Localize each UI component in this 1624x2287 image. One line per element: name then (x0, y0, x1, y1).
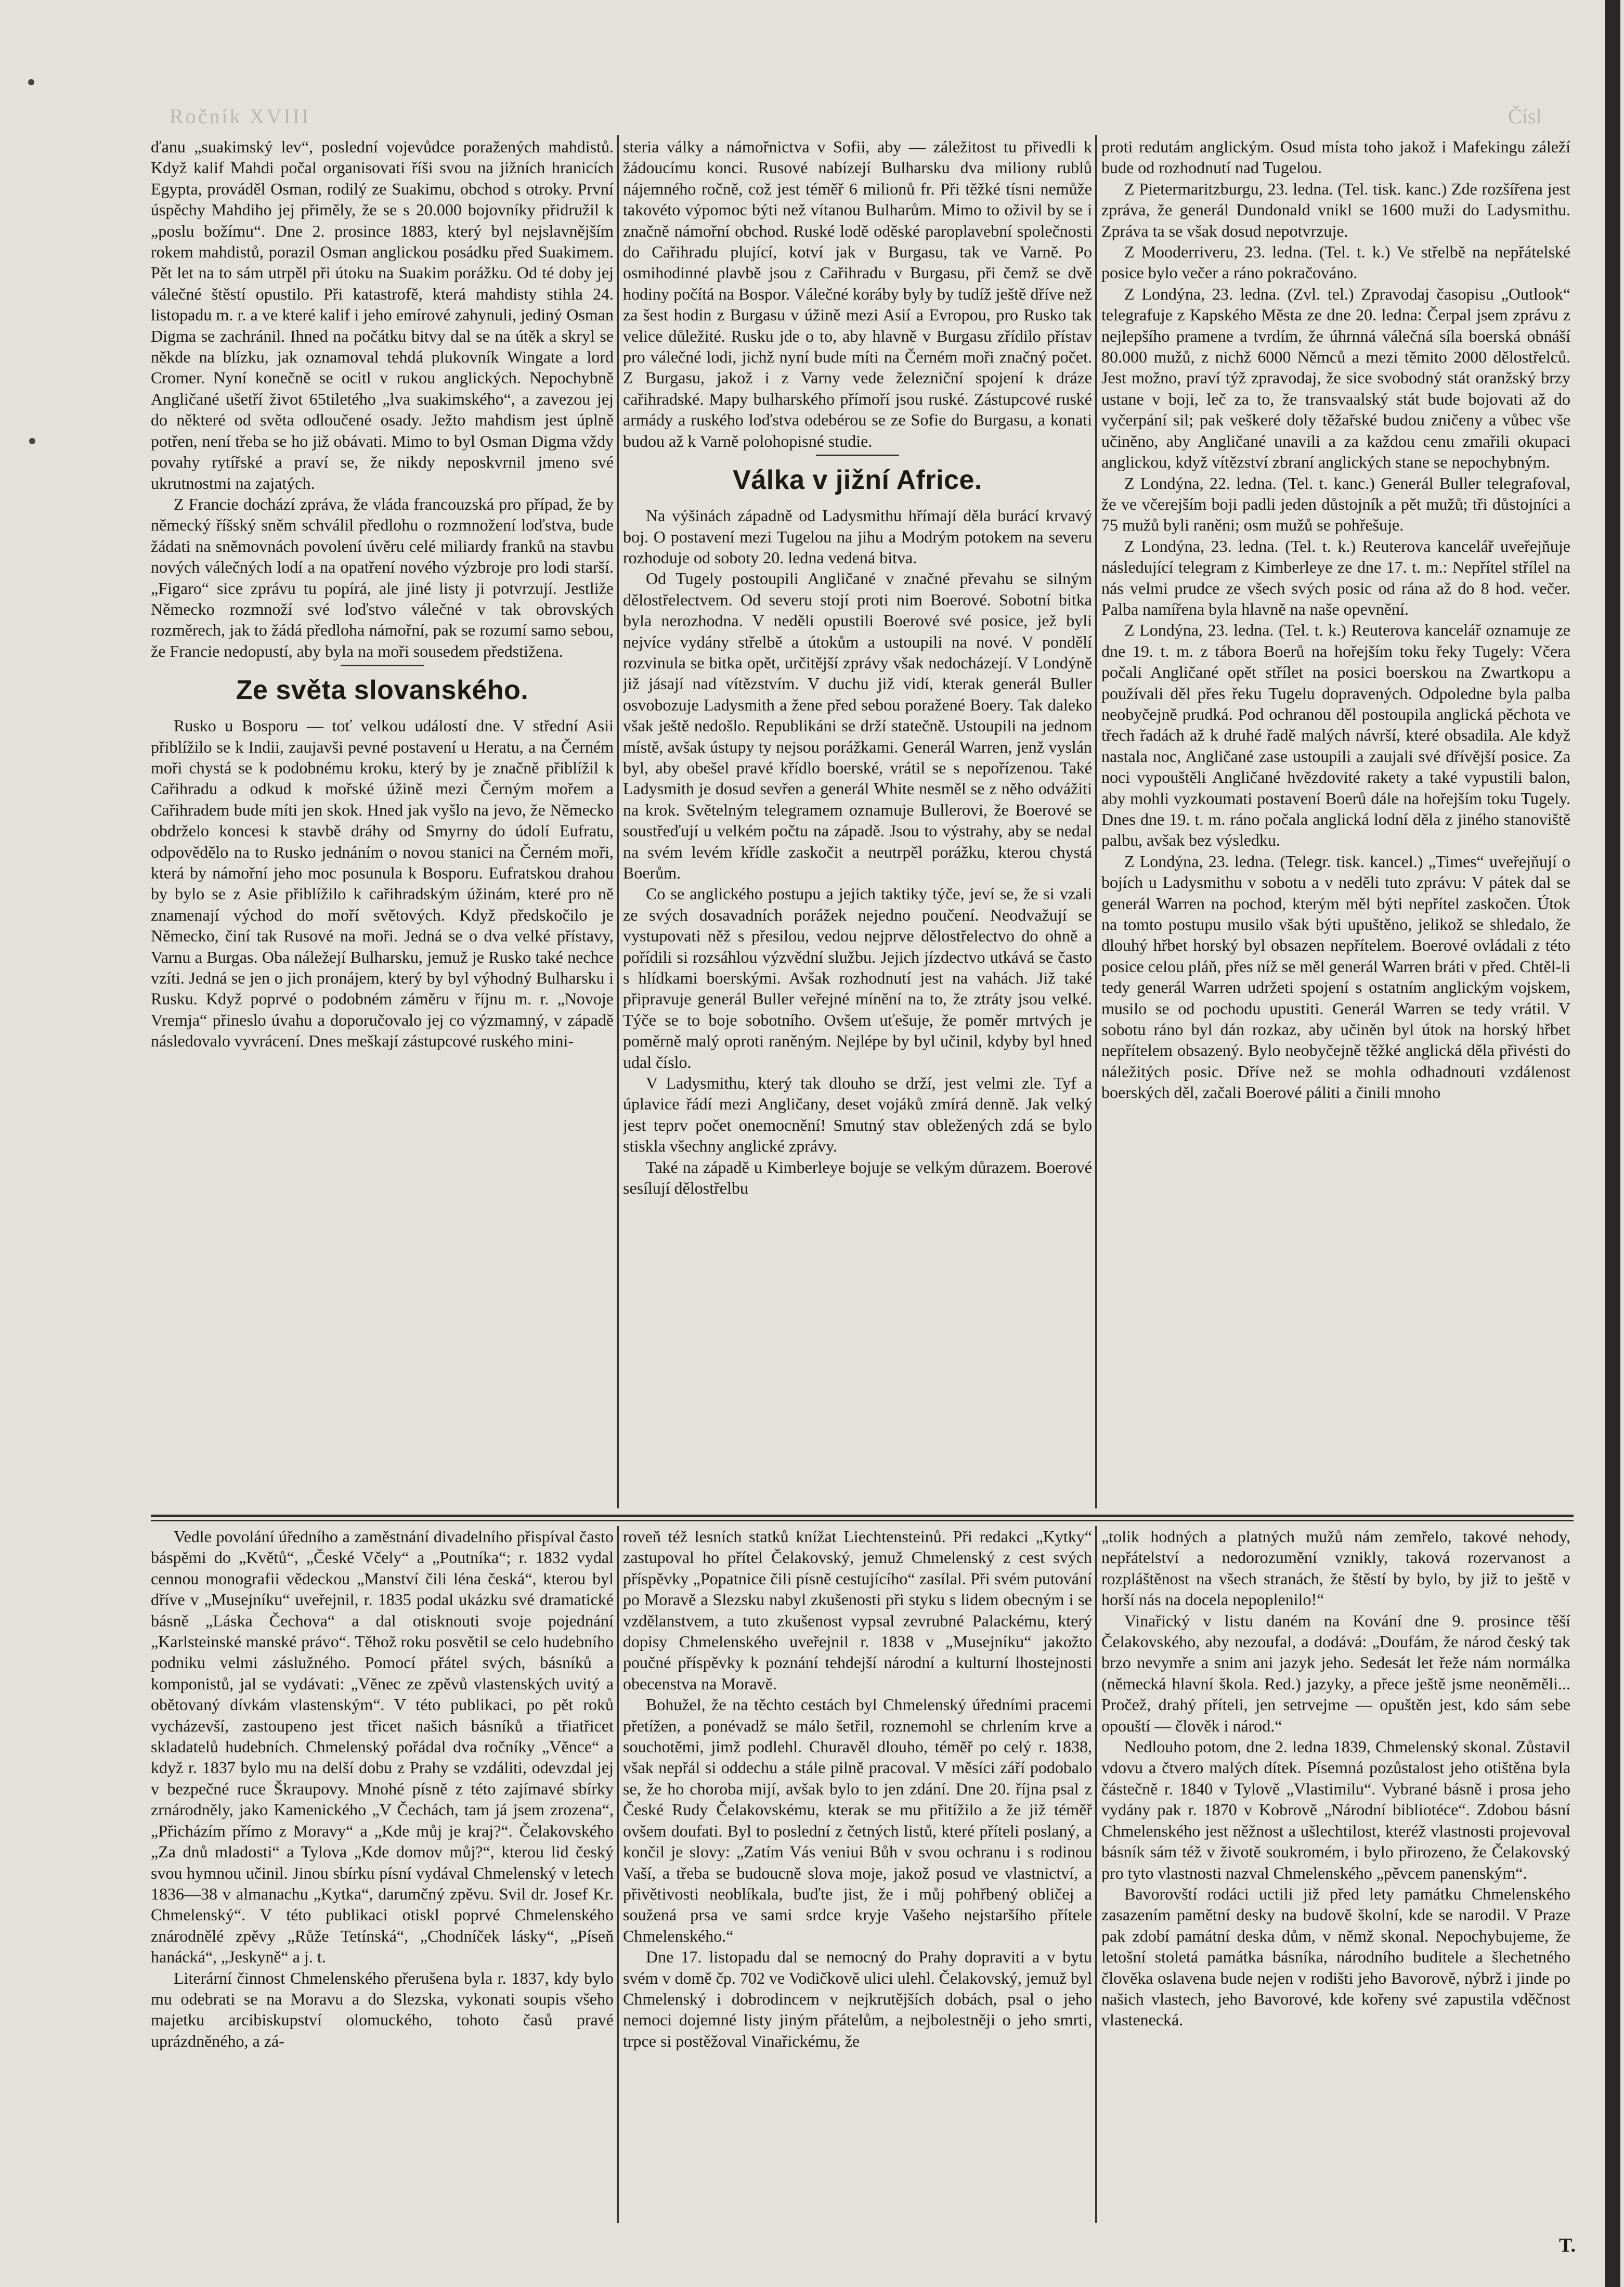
header-faint-right: Čísl (1508, 105, 1542, 128)
news-item: Z Londýna, 23. ledna. (Zvl. tel.) Zpravodaj časopisu „Outlook“ telegrafuje z Kapského Města ze dne 20. ledna: Čerpal jsem zprávu z nejlepšího pramene a tvrdím, že úhrnná válečná síla boerská obnáší 80.000 mužů, z nichž 6000 Němců a mezi těmito 2000 dělostřelců. Jest možno, praví týž zpravodaj, že sice svobodný stát oranžský brzy ustane v boji, leč za to, že transvaalský stát bude bojovati až do vyčerpání sil; pak veškeré doly těžařské budou zničeny a vůbec vše učiněno, aby Angličané unavili a za každou cenu zmařili okupaci anglickou, když vítězství zbraní anglických stane se nepochybným. (1101, 284, 1570, 472)
article-paragraph: Také na západě u Kimberleye bojuje se velkým důrazem. Boerové sesílují dělostřelbu (623, 1157, 1092, 1198)
column-rule (1095, 135, 1097, 1508)
news-item: Z Pietermaritzburgu, 23. ledna. (Tel. tisk. kanc.) Zde rozšířena jest zpráva, že generál Dundonald vnikl se 1600 muži do Ladysmithu. Zpráva ta se však dosud nepotvrzuje. (1101, 179, 1570, 240)
article-paragraph: steria války a námořnictva v Sofii, aby — záležitost tu přivedli k žádoucímu konci. Rusové nabízejí Bulharsku dva miliony rublů nájemného ročně, což jest téměř 6 milionů fr. Při těžké tísni nemůže takovéto výpomoc býti než vítanou Bulharům. Mimo to oživil by se i značně námořní obchod. Ruské lodě oděské paroplavební společnosti do Cařihradu plující, kotví jak v Burgasu, tak ve Varně. Po osmihodinné plavbě jsou z Cařihradu v Burgasu, při čemž se dvě hodiny počítá na Bospor. Válečné koráby byly by tudíž ještě dříve než za šest hodin z Burgasu v úžině mezi Asií a Evropou, pro Rusko tak velice důležité. Rusku jde o to, aby hlavně v Burgasu zřídilo přístav pro válečné lodi, jichž nyní bude míti na Černém moři značný počet. Z Burgasu, jakož i z Varny vede železniční spojení k dráze cařihradské. Mapy bulharského přímoří jsou ruské. Zástupcové ruské armády a ruského loďstva odebérou se ze Sofie do Burgasu, a konati budou až k Varně polohopisné studie. (623, 137, 1092, 450)
article-paragraph: proti redutám anglickým. Osud místa toho jakož i Mafekingu záleží bude od rozhodnutí nad Tugelou. (1101, 137, 1570, 177)
column-bottom-right (1101, 1526, 1570, 2223)
feuilleton-paragraph: Vedle povolání úředního a zaměstnání divadelního přispíval často báspěmi do „Květů“, „České Včely“ a „Poutníka“; r. 1832 vydal cennou monografii vědeckou „Manství čili léna česká“, kterou byl dříve v „Musejníku“ uveřejnil, r. 1835 podal ukázku své dramatické básně „Láska Čechova“ a dal otisknouti svoje pojednání „Karlsteinské manské právo“. Těhož roku posvětil se celo hudebního podniku velmi záslužného. Pomocí přátel svých, básníků a komponistů, jal se vydávati: „Věnec ze zpěvů vlastenských uvitý a obětovaný dívkám vlastenským“. V této publikaci, po pět roků vycházevší, zastoupeno jest třicet našich básníků a třiatřicet skladatelů hudebních. Chmelenský pořádal dva ročníky „Věnce“ a když r. 1837 bylo mu na delší dobu z Prahy se vzdáliti, odevzdal jej v bezpečné ruce Škraupovy. Mnohé písně z této zajímavé sbírky zrnárodněly, jako Kamenického „V Čechách, tam já jsem zrozena“, „Přicházím přímo z Moravy“ a „Kde můj je kraj?“. Čelakovského „Za dnů mladosti“ a Tylova „Kde domov můj?“, kterou lid český svou hymnou učinil. Jinou sbírku písní vydával Chmelenský v letech 1836—38 v almanachu „Kytka“, darumčný zpěvu. Svil dr. Josef Kr. Chmelenský“. V této publikaci otiskl poprvé Chmelenského znárodnělé zpěvy „Růže Tetínská“, „Chodníček lásky“, „Píseň hanácká“, „Jeskyně“ a j. t. (151, 1527, 614, 1967)
article-paragraph: V Ladysmithu, který tak dlouho se drží, jest velmi zle. Tyf a úplavice řádí mezi Angličany, deset vojáků zmírá denně. Jak velký jest teprv počet onemocnění! Smutný stav obležených zdá se bylo stiskla všechny anglické zprávy. (623, 1074, 1092, 1156)
article-paragraph: Z Francie dochází zpráva, že vláda francouzská pro případ, že by německý říšský sněm schválil předlohu o rozmnožení loďstva, bude žádati na sněmovnách povolení úvěru celé miliardy franků na stavbu nových válečných lodí a na opatření nového výzbroje pro lodi starší. „Figaro“ sice zprávu tu popírá, ale jiné listy ji potvrzují. Jestliže Německo rozmnoží své loďstvo válečné v tak obrovských rozměrech, jak to žádá předloha námořní, pak se rozumí samo sebou, že Francie nedopustí, aby byla na moři sousedem předstižena. (151, 494, 614, 661)
column-rule (617, 1526, 619, 2223)
article-paragraph: Na výšinách západně od Ladysmithu hřímají děla burácí krvavý boj. O postavení mezi Tugelou na jihu a Modrým potokem na severu rozhoduje od soboty 20. ledna vedená bitva. (623, 506, 1092, 567)
column-bottom-middle (623, 1526, 1092, 2223)
feuilleton-paragraph: Bavorovští rodáci uctili již před lety památku Chmelenského zasazením pamětní desky na budově školní, kde se narodil. V Praze pak zdobí památní deska dům, v němž skonal. Nepochybujeme, že letošní stoletá památka básníka, národního buditele a šlechetného člověka oslavena bude nejen v rodišti jeho Bavorově, nýbrž i jinde po našich vlastech, jeho Bavorové, kde kořeny své zapustila vděčnost vlastenecká. (1101, 1884, 1570, 2030)
article-paragraph: Co se anglického postupu a jejich taktiky týče, jeví se, že si vzali ze svých dosavadních porážek nejedno poučení. Neodvažují se vystupovati něž s přesilou, vedou nejprve dělostřelectvo do ohně a pořídili si rozsáhlou výzvědní službu. Jejich jízdectvo utkává se často s hlídkami boerskými. Avšak rozhodnutí jest na vahách. Již také připravuje generál Buller veřejné mínění na to, že ztráty jsou velké. Týče se to boje sobotního. Ovšem uťešuje, že poměr mrtvých je poměrně malý oproti raněným. Nejlépe by byl učinil, kdyby byl hned udal číslo. (623, 884, 1092, 1071)
section-heading: Ze světa slovanského. (236, 675, 529, 706)
column-rule (617, 135, 619, 1508)
column-rule (1095, 1526, 1097, 2223)
header-faint: Ročník XVIII (170, 105, 311, 128)
column-top-left (151, 136, 614, 1509)
section-divider (816, 455, 899, 456)
column-bottom-left (151, 1526, 614, 2223)
feuilleton-rule (151, 1520, 1574, 1521)
column-top-right (1101, 136, 1570, 1509)
section-heading: Válka v jižní Africe. (733, 465, 982, 496)
feuilleton-paragraph: „tolik hodných a platných mužů nám zemřelo, takové nehody, nepřátelství a nedorozumění vznikly, taková rozervanost a rozpláštěnost na všech stranách, že štěstí by bylo, by již to ještě v horší nás na docela nepoplenilo!“ (1101, 1527, 1570, 1609)
news-item: Z Londýna, 23. ledna. (Tel. t. k.) Reuterova kancelář oznamuje ze dne 19. t. m. z tábora Boerů na hořejším toku řeky Tugely: Včera počali Angličané opět střílet na posici boerskou na Zwartkopu a používali děl přes řeku Tugelu dopravených. Odpoledne byla palba neobyčejně prudká. Pod ochranou děl postoupila anglická pěchota ve třech řadách až k druhé řadě malých návrší, které obsadila. Ale když nastala noc, Angličané zase ustoupili a zaujali své dřívější posice. Za noci vypouštěli Angličané hvězdovité rakety a také vypustili balon, aby mohli vyzkoumati postavení Boerů dále na hořejším toku Tugely. Dnes dne 19. t. m. ráno počala anglická lodní děla z jiného stanoviště palbu, avšak bez výsledku. (1101, 621, 1570, 850)
feuilleton-paragraph: Nedlouho potom, dne 2. ledna 1839, Chmelenský skonal. Zůstavil vdovu a čtvero malých dítek. Písemná pozůstalost jeho otištěna byla částečně r. 1840 v Tylově „Vlastimilu“. Vybrané básně i prosa jeho vydány pak r. 1870 v Kobrově „Národní bibliotéce“. Zdobou básní Chmelenského jest něžnost a ušlechtilost, kteréž vlastnosti projevoval básník sám též v životě soukromém, i bylo přirozeno, že Čelakovský pro tyto vlastnosti nazval Chmelenského „pěvcem panenským“. (1101, 1737, 1570, 1882)
feuilleton-paragraph: Bohužel, že na těchto cestách byl Chmelenský úředními pracemi přetížen, a ponévadž se málo šetřil, roznemohl se chrlením krve a souchotěmi, jimž podlehl. Churavěl dlouho, téměř po celý r. 1838, však nepřál si oddechu a stále pilně pracoval. V měsíci září podobalo se, že ho choroba mijí, avšak bylo to jen zdání. Dne 20. října psal z České Rudy Čelakovskému, kterak se mu přitížilo a že již téměř ovšem doufati. Byl to poslední z četných listů, které příteli poslaný, a končil je slovy: „Zatím Vás veniui Bůh v svou ochranu i s rodinou Vaší, a třeba se budoucně slova moje, jakož posud ve vlastnictví, a přivětivosti neoblíkala, buďte jist, že i můj pohřbený obličej a soužená prsa ve sami srdce kryje Vašeho nejstaršího přítele Chmelenského.“ (623, 1695, 1092, 1945)
news-item: Z Mooderriveru, 23. ledna. (Tel. t. k.) Ve střelbě na nepřátelské posice bylo večer a ráno pokračováno. (1101, 242, 1570, 282)
scan-speck (28, 79, 34, 85)
column-top-middle (623, 136, 1092, 1509)
news-item: Z Londýna, 23. ledna. (Telegr. tisk. kancel.) „Times“ uveřejňují o bojích u Ladysmithu v sobotu a v neděli tuto zprávu: V pátek dal se generál Warren na pochod, kterým měl býti nepřítel zaskočen. Útok na tomto postupu musilo však býti upuštěno, jelikož se shledalo, že dlouhý hřbet horský byl obsazen nepřítelem. Boerové ovládali z této posice celou pláň, přes níž se měl generál Warren bráti v před. Chtěl-li tedy generál Warren udržeti spojení s ostatním anglickým vojskem, musilo se od pochodu upustiti. Generál Warren se tedy vrátil. V sobotu ráno byl dán rozkaz, aby učiněn byl útok na horský hřbet nepřítelem obsazený. Bylo neobyčejně těžké anglická děla přivésti do náležitých posic. Dříve než se mohla odhadnouti vzdálenost boerských děl, začali Boerové páliti a činili mnoho (1101, 851, 1570, 1102)
feuilleton-paragraph: Dne 17. listopadu dal se nemocný do Prahy dopraviti a v bytu svém v domě čp. 702 ve Vodičkově ulici ulehl. Čelakovský, jemuž byl Chmelenský i dobrodincem v nejkrutějších dobách, psal o jeho nemoci dojemné listy jiným přátelům, a nejbolestněji o jeho smrti, trpce si postěžoval Vinařickému, že (623, 1947, 1092, 2050)
feuilleton-paragraph: Vinařický v listu daném na Kování dne 9. prosince těší Čelakovského, aby nezoufal, a dodává: „Doufám, že národ český tak brzo nevymře a snim ani jazyk jeho. Sedesát let řeže nám normálka (německá hlavní škola. Red.) jazyky, a přece ještě jsme neoněměli... Pročež, drahý příteli, jen setrvejme — opuštěn jest, kdo sám sebe opouští — člověk i národ.“ (1101, 1611, 1570, 1735)
signature-mark: T. (1559, 2234, 1576, 2256)
article-paragraph: ďanu „suakimský lev“, poslední vojevůdce poražených mahdistů. Když kalif Mahdi počal organisovati říši svou na jižních hranicích Egypta, prováděl Osman, rodilý ze Suakimu, obchod s otroky. První úspěchy Mahdiho jej přiměly, že se s 20.000 bojovníky přidružil k „poslu božímu“. Dne 2. prosince 1883, který byl nejslavnějším rokem mahdistů, porazil Osman anglickou posádku před Suakimem. Pět let na to sám utrpěl při útoku na Suakim porážku. Od té doby jej válečné štěstí opustilo. Při katastrofě, která mahdisty stihla 24. listopadu m. r. a ve které kalif i jeho emírové zahynuli, jediný Osman Digma se zachránil. Ihned na počátku bitvy dal se na útěk a skryl se někde na blízku, jak oznamoval tehdá plukovník Wingate a lord Cromer. Nyní konečně se ocitl v rukou anglických. Nepochybně Angličané ušetří život 65tiletého „lva suakimského“, a zavezou jej do některé od světa odloučené osady. Ježto mahdism jest úplně potřen, není třeba se ho již obávati. Mimo to byl Osman Digma vždy povahy rytířské a praví se, že nikdy neposkvrnil jmeno své ukrutnostmi na zajatých. (151, 137, 614, 493)
news-item: Z Londýna, 22. ledna. (Tel. t. kanc.) Generál Buller telegrafoval, že ve včerejším boji padli jeden důstojník a pět mužů; tři důstojníci a 75 mužů byli raněni; osm mužů se pohřešuje. (1101, 473, 1570, 535)
feuilleton-rule (151, 1515, 1574, 1517)
section-divider (341, 665, 424, 666)
feuilleton-paragraph: roveň též lesních statků knížat Liechtensteinů. Při redakci „Kytky“ zastupoval ho přítel Čelakovský, jemuž Chmelenský z cest svých příspěvky „Popatnice čili písně cestujícího“ zasílal. Při svém putování po Moravě a Slezsku nabyl zkušenosti při styku s lidem obecným i se vzdělanstvem, a tuto zkušenost vypsal zevrubné Palackému, který dopisy Chmelenského uveřejnil r. 1838 v „Musejníku“ jakožto poučné příspěvky k poznání tehdejší národní a kulturní lhostejnosti obecenstva na Moravě. (623, 1527, 1092, 1693)
scan-speck (29, 438, 35, 444)
news-item: Z Londýna, 23. ledna. (Tel. t. k.) Reuterova kancelář uveřejňuje následující telegram z Kimberleye ze dne 17. t. m.: Nepřítel střílel na nás velmi prudce ze všech svých posic od rána až do 8 hod. večer. Palba namířena byla hlavně na naše opevnění. (1101, 536, 1570, 618)
feuilleton-paragraph: Literární činnost Chmelenského přerušena byla r. 1837, kdy bylo mu odebrati se na Moravu a do Slezska, vykonati soupis všeho majetku arcibiskupství olomuckého, tohoto časů pravé uprázdněného, a zá- (151, 1968, 614, 2050)
article-paragraph: Od Tugely postoupili Angličané v značné převahu se silným dělostřelectvem. Od severu stojí proti nim Boerové. Sobotní bitka byla nerozhodna. V neděli opustili Boerové své posice, jež byli nejvíce vydány střelbě a útokům a ustoupili na nové. V pondělí rozvinula se bitka opět, určitější zprávy však nedocházejí. V Londýně již jásají nad vítězstvím. V duchu již vidí, kterak generál Buller osvobozuje Ladysmith a žene před sebou poražené Boery. Tak daleko však ještě nedošlo. Republikáni se drží statečně. Ustoupili na jednom místě, avšak ústupy ty nejsou porážkami. Generál Warren, jenž vyslán byl, aby obešel pravé křídlo boerské, vrátil se s nepořízenou. Také Ladysmith je dosud sevřen a generál White nesměl se z něho odvážiti na krok. Světelným telegramem oznamuje Bullerovi, že Boerové se soustřeďují u velkém počtu na západě. Jsou to výstrahy, aby se nedal na svém levém křídle zaskočit a neutrpěl porážku, kterou chystá Boerům. (623, 569, 1092, 882)
article-paragraph: Rusko u Bosporu — toť velkou událostí dne. V střední Asii přiblížilo se k Indii, zaujavši pevné postavení u Heratu, a na Černém moři chystá se k podobnému kroku, který by je značně přiblížil k Cařihradu a odkud k mořské úžině mezi Černým mořem a Cařihradem bude míti jen skok. Hned jak vyšlo na jevo, že Německo obdrželo koncesi k stavbě dráhy od Smyrny do údolí Eufratu, odpovědělo na to Rusko jednáním o novou stanici na Černém moři, která by námořní jeho moc posunula k Bosporu. Eufratskou drahou by bylo se z Asie přiblížilo k cařihradským úžinám, které pro ně znamenají východ do moří světových. Když předskočilo je Německo, činí tak Rusové na moři. Jedná se o dva velké přístavy, Varnu a Burgas. Oba náležejí Bulharsku, jemuž je Rusko také nechce vzíti. Jedná se jen o jich pronájem, který by byl výhodný Bulharsku i Rusku. Když poprvé o podobném záměru v říjnu m. r. „Novoje Vremja“ přineslo úvahu a doporučovalo jej co výzmamný, v západě následovalo vyvrácení. Dnes meškají zástupcové ruského mini- (151, 716, 614, 1051)
scan-border (1605, 0, 1620, 2287)
